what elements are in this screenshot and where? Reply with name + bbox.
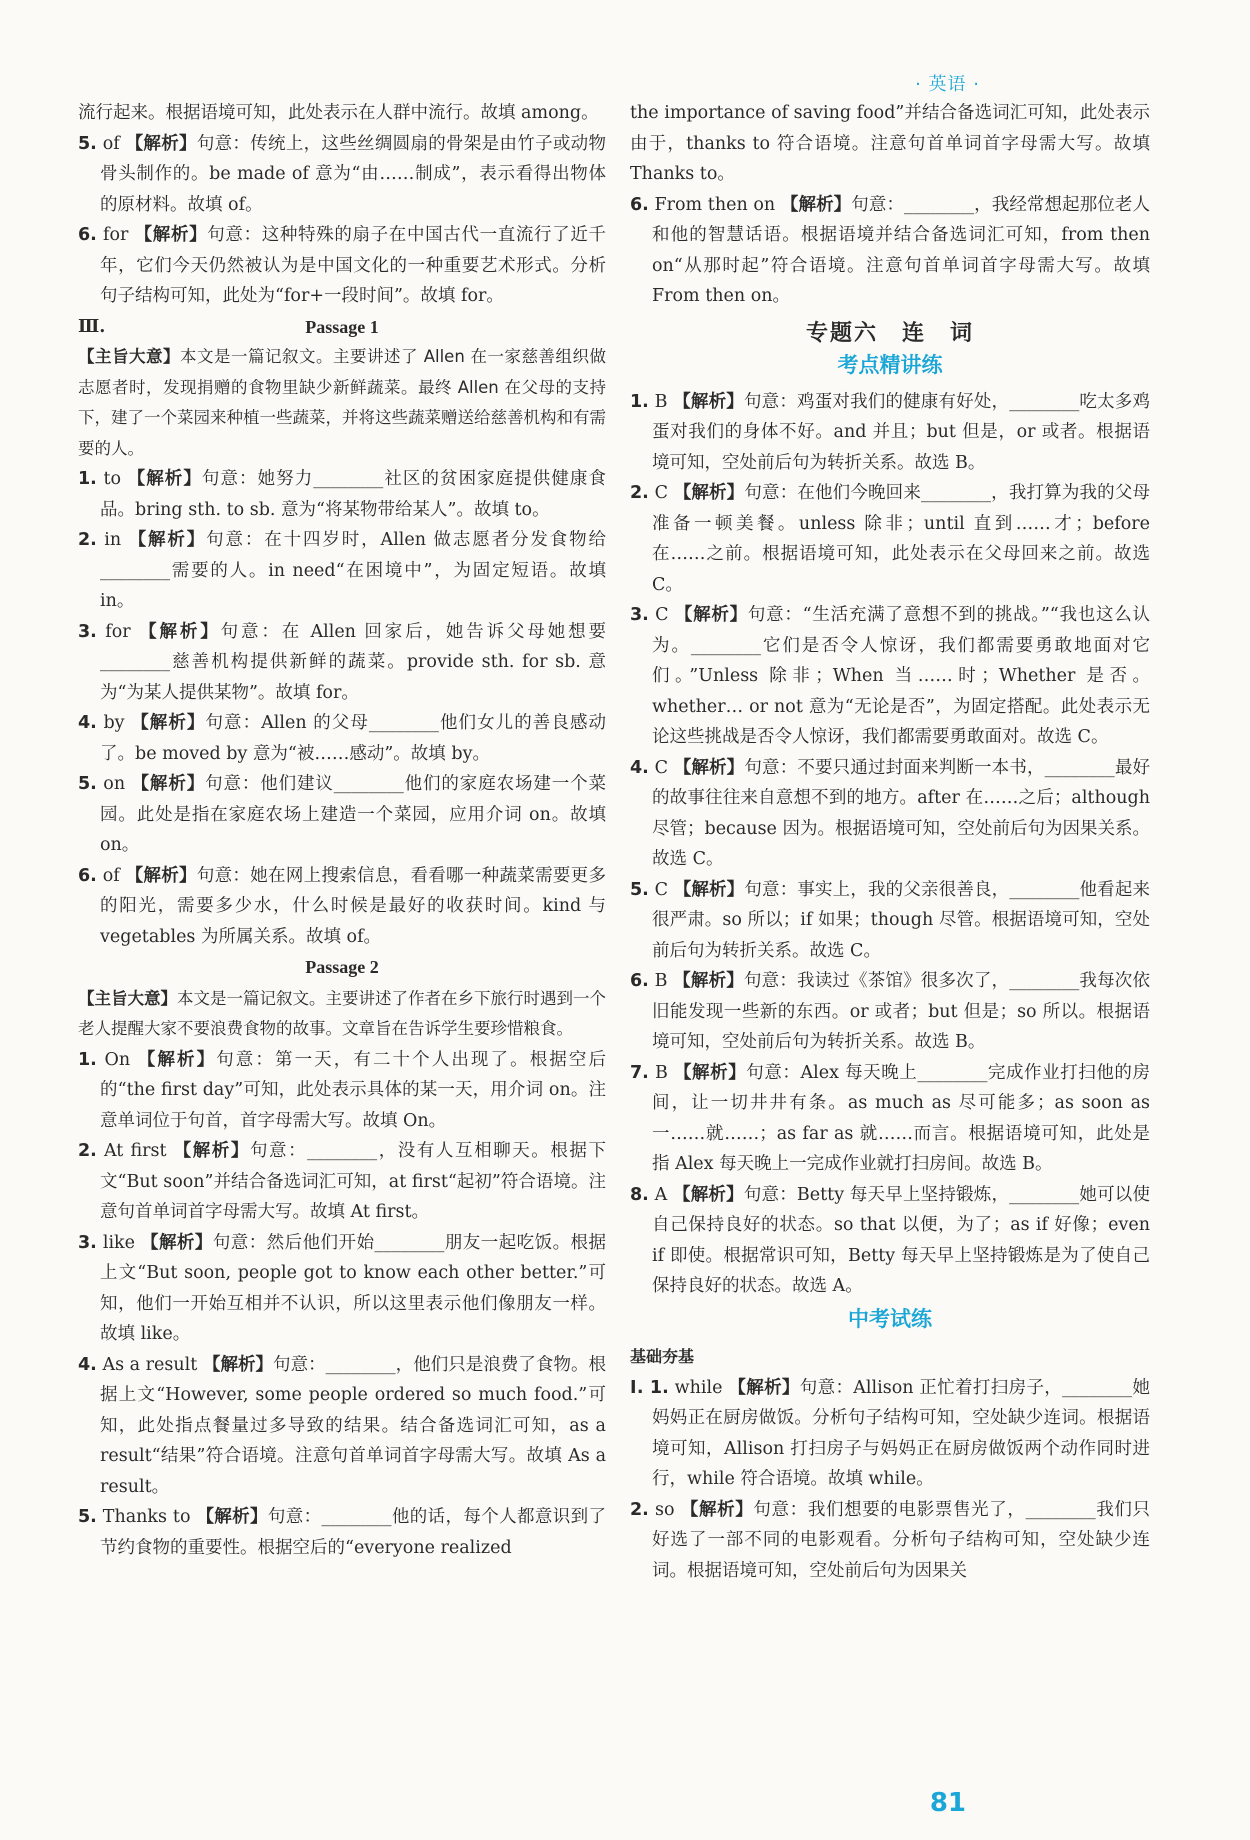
answer-item	[630, 478, 1150, 600]
item-number: 5.	[78, 133, 97, 154]
analysis-text: 句意：鸡蛋对我们的健康有好处，________吃太多鸡蛋对我们的身体不好。and 并且；but 但是，or 或者。根据语境可知，空处前后句为转折关系。故选 B。	[652, 391, 1150, 473]
analysis-text: 句意：Alex 每天晚上________完成作业打扫他的房间，让一切井井有条。as much as 尽可能多；as soon as 一……就……；as far as 就……而言。根据语境可知，此处是指 Alex 每天晚上一完成作业就打扫房间。故选 B。	[652, 1062, 1150, 1174]
analysis-tag: 【解析】	[125, 865, 197, 886]
item-number: 5.	[78, 1507, 97, 1527]
item-number: 5.	[630, 879, 649, 900]
answer-item	[78, 769, 606, 861]
section-header	[78, 312, 606, 343]
analysis-text: 句意：传统上，这些丝绸圆扇的骨架是由竹子或动物骨头制作的。be made of 意为“由……制成”，表示看得出物体的原材料。故填 of。	[100, 133, 606, 215]
analysis-tag: 【解析】	[131, 713, 206, 733]
analysis-text: 句意：我们想要的电影票售光了，________我们只好选了一部不同的电影观看。分析句子结构可知，空处缺少连词。根据语境可知，空处前后句为因果关	[652, 1499, 1151, 1581]
answer-list	[630, 190, 1150, 312]
answer-item	[78, 617, 606, 709]
analysis-text: 句意：在 Allen 回家后，她告诉父母她想要________慈善机构提供新鲜的蔬菜。provide sth. for sb. 意为“为某人提供某物”。故填 for。	[100, 621, 606, 703]
item-number: 2.	[630, 483, 649, 503]
answer-value: by	[103, 713, 125, 733]
answer-item	[630, 966, 1150, 1058]
section-subheading: 中考试练	[848, 1306, 932, 1331]
answer-item	[630, 387, 1150, 479]
answer-value: to	[103, 469, 122, 489]
page-number: 81	[929, 1788, 966, 1818]
item-number: 1.	[78, 1049, 97, 1070]
analysis-text: 句意：他们建议________他们的家庭农场建一个菜园。此处是指在家庭农场上建造一个菜园，应用介词 on。故填 on。	[100, 774, 606, 855]
answer-item	[630, 1180, 1150, 1302]
analysis-tag: 【解析】	[196, 1507, 268, 1527]
analysis-tag: 【解析】	[673, 391, 744, 412]
subject-header: · 英语 ·	[915, 74, 980, 95]
analysis-tag: 【解析】	[673, 1062, 747, 1083]
analysis-text: 句意：然后他们开始________朋友一起吃饭。根据上文“But soon, people got to know each other better.”可知，他们一开始互相并不认识，所以这里表示他们像朋友一样。故填 like。	[100, 1232, 606, 1344]
answer-item	[630, 753, 1150, 875]
analysis-text: 句意：在他们今晚回来________，我打算为我的父母准备一顿美餐。unless 除非；until 直到……才；before 在……之前。根据语境可知，此处表示在父母回来之前。故选 C。	[652, 483, 1150, 595]
answer-item	[630, 875, 1150, 967]
passage-title-row	[78, 952, 606, 984]
answer-value: while	[674, 1377, 723, 1398]
answer-item	[78, 220, 606, 312]
answer-item	[78, 708, 606, 769]
answer-value: On	[104, 1049, 131, 1070]
answer-value: C	[654, 879, 668, 900]
analysis-text: 句意：第一天，有二十个人出现了。根据空后的“the first day”可知，此处表示具体的某一天，用介词 on。注意单词位于句首，首字母需大写。故填 On。	[100, 1049, 607, 1131]
answer-item	[630, 1373, 1150, 1495]
item-number: 2.	[78, 1141, 97, 1161]
summary-tag: 【主旨大意】	[78, 988, 177, 1008]
item-number: 3.	[78, 1232, 97, 1253]
continued-text: 流行起来。根据语境可知，此处表示在人群中流行。故填 among。	[78, 103, 599, 123]
answer-item	[78, 1136, 606, 1228]
analysis-tag: 【解析】	[128, 530, 207, 550]
analysis-text: 句意：________，没有人互相聊天。根据下文“But soon”并结合备选词汇可知，at first“起初”符合语境。注意句首单词首字母需大写。故填 At first。	[100, 1141, 606, 1222]
analysis-tag: 【解析】	[173, 1141, 250, 1161]
answer-list	[630, 1373, 1150, 1587]
analysis-text: 句意：________他的话，每个人都意识到了节约食物的重要性。根据空后的“everyone realized	[100, 1507, 606, 1558]
answer-item	[78, 1502, 606, 1563]
answer-value: for	[103, 225, 129, 245]
analysis-text: 句意：事实上，我的父亲很善良，________他看起来很严肃。so 所以；if 如果；though 尽管。根据语境可知，空处前后句为转折关系。故选 C。	[652, 879, 1150, 961]
answer-value: of	[102, 865, 120, 886]
analysis-tag: 【解析】	[127, 469, 202, 489]
item-number: 6.	[78, 865, 97, 886]
item-number: 6.	[630, 194, 649, 215]
analysis-tag: 【解析】	[673, 1184, 744, 1205]
analysis-tag: 【解析】	[728, 1377, 800, 1398]
analysis-tag: 【解析】	[137, 1049, 217, 1070]
answer-item	[78, 464, 606, 525]
analysis-text: 句意：Allison 正忙着打扫房子，________她妈妈正在厨房做饭。分析句子结构可知，空处缺少连词。根据语境可知，Allison 打扫房子与妈妈正在厨房做饭两个动作同时进行，while 符合语境。故填 while。	[652, 1377, 1150, 1489]
right-column	[630, 98, 1150, 1586]
left-column	[78, 98, 606, 1563]
answer-value: As a result	[102, 1354, 198, 1375]
item-number: 4.	[630, 757, 649, 778]
answer-value: for	[105, 621, 131, 642]
answer-item	[78, 1045, 606, 1137]
analysis-tag: 【解析】	[139, 621, 221, 642]
summary-text: 本文是一篇记叙文。主要讲述了作者在乡下旅行时遇到一个老人提醒大家不要浪费食物的故事。文章旨在告诉学生要珍惜粮食。	[78, 988, 606, 1038]
answer-item	[630, 1058, 1150, 1180]
answer-item	[78, 129, 606, 221]
item-number: 2.	[630, 1499, 649, 1520]
answer-item	[630, 190, 1150, 312]
continued-text: the importance of saving food”并结合备选词汇可知，此处表示由于，thanks to 符合语境。注意句首单词首字母需大写。故填 Thanks to。	[630, 103, 1150, 184]
summary-tag: 【主旨大意】	[78, 347, 180, 366]
subsection-label: 基础夯基	[630, 1347, 695, 1366]
analysis-text: 句意：“生活充满了意想不到的挑战。”“我也这么认为。________它们是否令人惊讶，我们都需要勇敢地面对它们。”Unless 除非；When 当……时；Whether 是否。whether… or not 意为“无论是否”，为固定搭配。此处表示无论这些挑战是否令人惊讶，我们都需要勇敢面对。故选 C。	[652, 605, 1151, 747]
analysis-text: 句意：Betty 每天早上坚持锻炼，________她可以使自己保持良好的状态。so that 以便，为了；as if 好像；even if 即使。根据常识可知，Betty 每天早上坚持锻炼是为了使自己保持良好的状态。故选 A。	[652, 1184, 1150, 1296]
analysis-text: 句意：她在网上搜索信息，看看哪一种蔬菜需要更多的阳光，需要多少水，什么时候是最好的收获时间。kind 与 vegetables 为所属关系。故填 of。	[100, 865, 606, 947]
analysis-text: 句意：不要只通过封面来判断一本书，________最好的故事往往来自意想不到的地方。after 在……之后；although 尽管；because 因为。根据语境可知，空处前后句为因果关系。故选 C。	[652, 757, 1150, 869]
item-number: 3.	[78, 621, 97, 642]
passage-title: Passage 1	[305, 316, 379, 337]
section-number: Ⅲ.	[78, 316, 106, 337]
analysis-tag: 【解析】	[673, 757, 745, 778]
analysis-text: 句意：在十四岁时，Allen 做志愿者分发食物给________需要的人。in need“在困境中”，为固定短语。故填 in。	[100, 530, 606, 611]
topic-title: 专题六 连 词	[805, 319, 974, 346]
answer-value: A	[654, 1184, 668, 1205]
item-number: Ⅰ. 1.	[630, 1377, 669, 1398]
analysis-tag: 【解析】	[673, 879, 745, 900]
answer-value: of	[102, 133, 120, 154]
analysis-tag: 【解析】	[673, 483, 745, 503]
answer-item	[78, 861, 606, 953]
item-number: 5.	[78, 774, 97, 794]
summary-text: 本文是一篇记叙文。主要讲述了 Allen 在一家慈善组织做志愿者时，发现捐赠的食物里缺少新鲜蔬菜。最终 Allen 在父母的支持下，建了一个菜园来种植一些蔬菜，并将这些蔬菜赠送给慈善机构和有需要的人。	[78, 347, 607, 458]
summary	[78, 342, 606, 464]
answer-value: At first	[103, 1141, 167, 1161]
analysis-tag: 【解析】	[202, 1354, 274, 1375]
item-number: 1.	[630, 391, 649, 412]
item-number: 3.	[630, 605, 649, 625]
answer-item	[630, 600, 1150, 753]
answer-value: so	[655, 1499, 675, 1520]
answer-value: B	[654, 971, 668, 991]
answer-value: From then on	[654, 194, 776, 215]
item-number: 1.	[78, 469, 97, 489]
item-number: 4.	[78, 1354, 97, 1375]
answer-value: in	[104, 530, 122, 550]
analysis-text: 句意：这种特殊的扇子在中国古代一直流行了近千年，它们今天仍然被认为是中国文化的一种重要艺术形式。分析句子结构可知，此处为“for+一段时间”。故填 for。	[100, 225, 606, 306]
item-number: 8.	[630, 1184, 649, 1205]
answer-value: C	[655, 605, 669, 625]
analysis-tag: 【解析】	[673, 971, 744, 991]
analysis-tag: 【解析】	[125, 133, 197, 154]
answer-list	[630, 387, 1150, 1302]
section-subheading: 考点精讲练	[837, 353, 943, 377]
analysis-text: 句意：________，他们只是浪费了食物。根据上文“However, some people ordered so much food.”可知，此处指点餐量过多导致的结果。结合备选词汇可知，as a result“结果”符合语境。注意句首单词首字母需大写。故填 As a result。	[100, 1354, 607, 1497]
analysis-text: 句意：她努力________社区的贫困家庭提供健康食品。bring sth. to sb. 意为“将某物带给某人”。故填 to。	[100, 469, 606, 520]
answer-list	[78, 129, 606, 312]
analysis-tag: 【解析】	[131, 774, 206, 794]
analysis-tag: 【解析】	[674, 605, 748, 625]
passage-title: Passage 2	[305, 957, 379, 977]
item-number: 2.	[78, 530, 97, 550]
answer-value: C	[654, 483, 668, 503]
item-number: 4.	[78, 713, 97, 733]
analysis-text: 句意：我读过《茶馆》很多次了，________我每次依旧能发现一些新的东西。or 或者；but 但是；so 所以。根据语境可知，空处前后句为转折关系。故选 B。	[652, 971, 1150, 1052]
item-number: 6.	[78, 225, 97, 245]
answer-item	[78, 1350, 606, 1503]
analysis-text: 句意：Allen 的父母________他们女儿的善良感动了。be moved by 意为“被……感动”。故填 by。	[100, 713, 607, 764]
analysis-tag: 【解析】	[141, 1232, 213, 1253]
analysis-text: 句意：________，我经常想起那位老人和他的智慧话语。根据语境并结合备选词汇可知，from then on“从那时起”符合语境。注意句首单词首字母需大写。故填 From then on。	[652, 194, 1151, 306]
answer-value: C	[654, 757, 668, 778]
answer-list	[78, 464, 606, 952]
answer-value: Thanks to	[102, 1507, 191, 1527]
answer-item	[630, 1495, 1150, 1587]
analysis-tag: 【解析】	[680, 1499, 754, 1520]
summary	[78, 984, 606, 1045]
answer-value: like	[102, 1232, 135, 1253]
item-number: 7.	[630, 1062, 649, 1083]
answer-item	[78, 1228, 606, 1350]
analysis-tag: 【解析】	[780, 194, 852, 215]
analysis-tag: 【解析】	[134, 225, 208, 245]
answer-value: on	[103, 774, 126, 794]
answer-value: B	[654, 1062, 668, 1083]
answer-list	[78, 1045, 606, 1564]
answer-value: B	[654, 391, 668, 412]
answer-item	[78, 525, 606, 617]
item-number: 6.	[630, 971, 649, 991]
